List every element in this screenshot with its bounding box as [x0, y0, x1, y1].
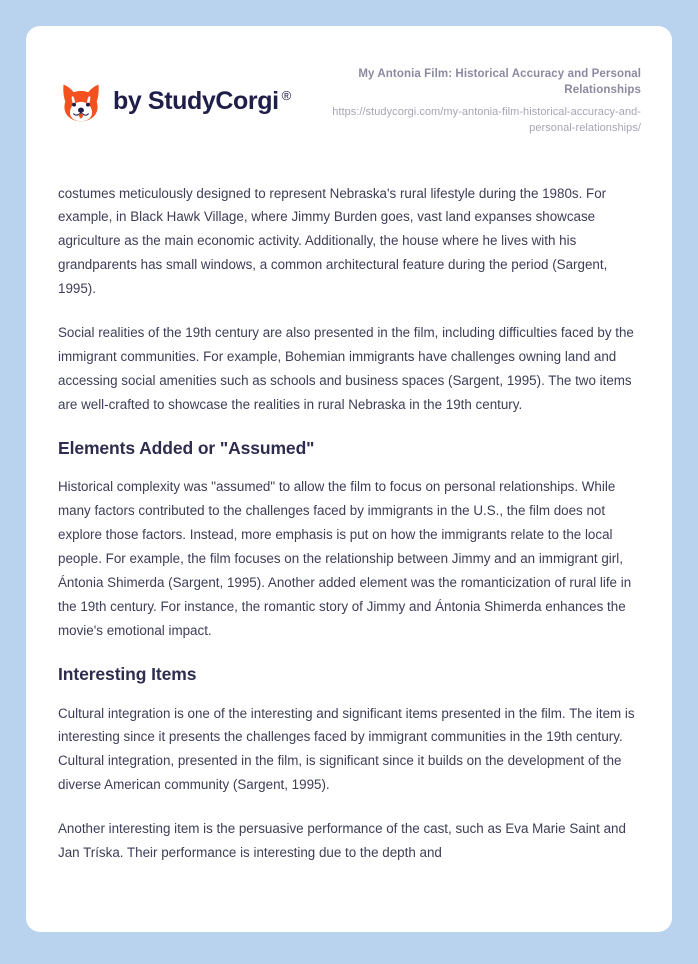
corgi-mascot-icon — [58, 78, 104, 124]
brand-wordmark — [113, 87, 291, 116]
document-body — [26, 182, 672, 865]
body-paragraph: Historical complexity was "assumed" to allow the film to focus on personal relationships. While many factors contributed to the challenges faced by immigrants in the U.S., the film does not explore those factors. Instead, more emphasis is put on how the immigrants relate to the local people. For example, the film focuses on the relationship between Jimmy and an immigrant girl, Ántonia Shimerda (Sargent, 1995). Another added element was the romanticization of rural life in the 19th century. For instance, the romantic story of Jimmy and Ántonia Shimerda enhances the movie's emotional impact. — [58, 479, 632, 638]
body-paragraph: Another interesting item is the persuasive performance of the cast, such as Eva Marie Saint and Jan Tríska. Their performance is interesting due to the depth and — [58, 821, 626, 861]
document-page-card — [26, 26, 672, 932]
section-heading: Elements Added or "Assumed" — [58, 437, 315, 458]
body-paragraph: Cultural integration is one of the interesting and significant items presented in the film. The item is interesting since it presents the challenges faced by immigrant communities in the 19th century. Cultural integration, presented in the film, is significant since it builds on the development of the diverse American community (Sargent, 1995). — [58, 705, 635, 793]
brand-name-text: by StudyCorgi — [113, 86, 279, 115]
page-title: My Antonia Film: Historical Accuracy and Personal Relationships — [358, 68, 641, 97]
section-heading: Interesting Items — [58, 663, 197, 684]
source-url[interactable]: https://studycorgi.com/my-antonia-film-historical-accuracy-and-personal-relationships/ — [332, 105, 641, 134]
document-meta — [311, 66, 641, 137]
registered-trademark-icon: ® — [281, 87, 291, 103]
body-paragraph: Social realities of the 19th century are also presented in the film, including difficulties faced by the immigrant communities. For example, Bohemian immigrants have challenges owning land and accessing social amenities such as schools and business spaces (Sargent, 1995). The two items are well-crafted to showcase the realities in rural Nebraska in the 19th century. — [58, 325, 634, 412]
brand-logo-group — [58, 78, 291, 124]
document-header — [26, 26, 672, 137]
body-paragraph: costumes meticulously designed to represent Nebraska's rural lifestyle during the 1980s. For example, in Black Hawk Village, where Jimmy Burden goes, vast land expanses showcase agriculture as the main economic activity. Additionally, the house where he lives with his grandparents has small windows, a common architectural feature during the period (Sargent, 1995). — [58, 185, 608, 297]
